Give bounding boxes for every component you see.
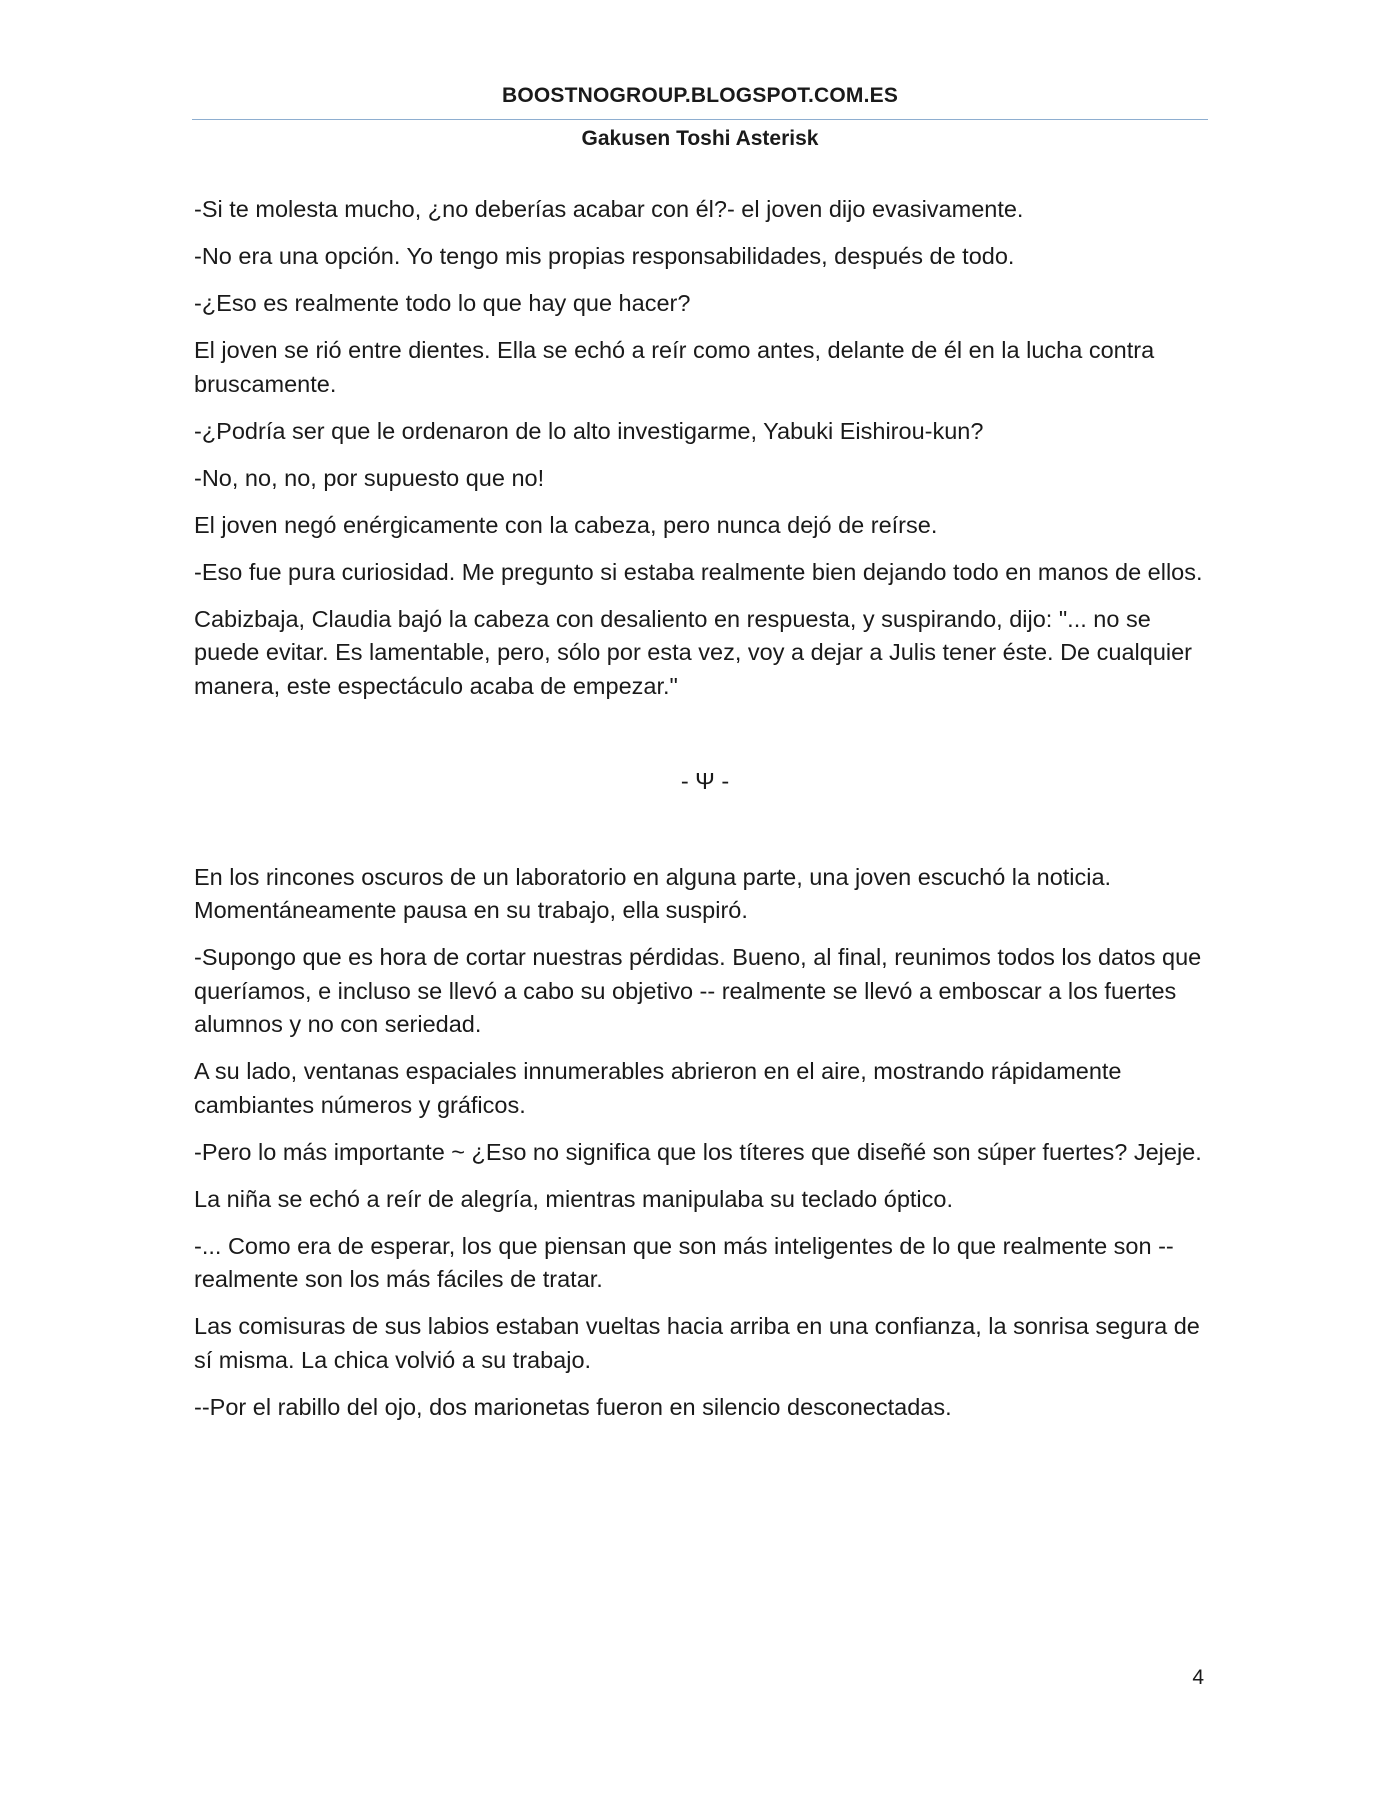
paragraph: -Supongo que es hora de cortar nuestras pérdidas. Bueno, al final, reunimos todos los datos que queríamos, e incluso se llevó a cabo su objetivo -- realmente se llevó a emboscar a los fuertes alumnos y no con seriedad. — [194, 944, 1202, 1037]
page-number: 4 — [1192, 1666, 1204, 1689]
paragraph: -Si te molesta mucho, ¿no deberías acabar con él?- el joven dijo evasivamente. — [194, 196, 1024, 222]
header-divider — [192, 119, 1208, 120]
paragraph: El joven se rió entre dientes. Ella se echó a reír como antes, delante de él en la lucha contra bruscamente. — [194, 337, 1155, 397]
paragraph: --Por el rabillo del ojo, dos marionetas fueron en silencio desconectadas. — [194, 1393, 952, 1420]
paragraph: -... Como era de esperar, los que piensan que son más inteligentes de lo que realmente son -- realmente son los más fáciles de tratar. — [194, 1232, 1174, 1292]
paragraph: En los rincones oscuros de un laboratorio en alguna parte, una joven escuchó la noticia. Momentáneamente pausa en su trabajo, ella suspiró. — [194, 863, 1112, 923]
scene-separator: - Ψ - — [680, 768, 730, 794]
paragraph: -Pero lo más importante ~ ¿Eso no significa que los títeres que diseñé son súper fuertes? Jejeje. — [194, 1138, 1202, 1165]
paragraph: La niña se echó a reír de alegría, mientras manipulaba su teclado óptico. — [194, 1185, 953, 1212]
paragraph: Las comisuras de sus labios estaban vueltas hacia arriba en una confianza, la sonrisa segura de sí misma. La chica volvió a su trabajo. — [194, 1313, 1200, 1373]
paragraph: -¿Podría ser que le ordenaron de lo alto investigarme, Yabuki Eishirou-kun? — [194, 417, 984, 444]
paragraph: A su lado, ventanas espaciales innumerables abrieron en el aire, mostrando rápidamente cambiantes números y gráficos. — [194, 1058, 1122, 1118]
paragraph: -No, no, no, por supuesto que no! — [194, 464, 545, 491]
body-text — [194, 193, 1204, 1438]
paragraph: Cabizbaja, Claudia bajó la cabeza con desaliento en respuesta, y suspirando, dijo: "... no se puede evitar. Es lamentable, pero, sólo por esta vez, voy a dejar a Julis tener éste. De cualquier manera, este espectáculo acaba de empezar." — [194, 605, 1193, 699]
paragraph: -¿Eso es realmente todo lo que hay que hacer? — [194, 290, 691, 316]
document-title: Gakusen Toshi Asterisk — [581, 127, 819, 150]
paragraph: -No era una opción. Yo tengo mis propias responsabilidades, después de todo. — [194, 243, 1015, 269]
paragraph: El joven negó enérgicamente con la cabeza, pero nunca dejó de reírse. — [194, 511, 938, 538]
site-header: BOOSTNOGROUP.BLOGSPOT.COM.ES — [501, 84, 899, 107]
paragraph: -Eso fue pura curiosidad. Me pregunto si estaba realmente bien dejando todo en manos de ellos. — [194, 558, 1203, 585]
